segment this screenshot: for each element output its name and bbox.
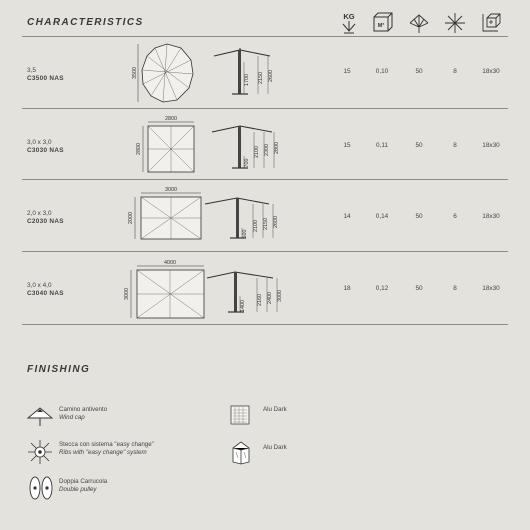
product-code: C2030 NAS	[27, 218, 64, 225]
value-volume: 0,14	[375, 213, 389, 220]
product-label	[27, 67, 64, 83]
side-dimension-label: 2600	[268, 70, 274, 82]
side-view-umbrella	[205, 266, 289, 323]
ribs-star-icon	[442, 9, 468, 37]
side-view-umbrella	[212, 44, 282, 103]
double-pulley-icon	[26, 474, 56, 507]
value-volume: 0,10	[375, 68, 389, 75]
finishing-item-translation: Wind cap	[59, 414, 85, 422]
side-dimension-label: 700	[244, 158, 250, 168]
row-divider	[22, 324, 508, 325]
side-dimension-label: 2100	[254, 146, 260, 158]
value-volume: 0,12	[375, 285, 389, 292]
product-code: C3030 NAS	[27, 147, 64, 154]
plan-view-rectangle	[124, 186, 206, 251]
value-weight: 15	[343, 68, 351, 75]
product-size: 2,0 x 3,0	[27, 210, 52, 217]
finishing-item	[59, 478, 107, 495]
value-packaging: 18x30	[482, 213, 500, 220]
plan-dimension-label: 4000	[164, 260, 176, 266]
side-dimension-label: 2160	[257, 294, 263, 306]
header-divider	[22, 36, 508, 37]
value-pole: 50	[415, 68, 423, 75]
side-dimension-label: 2800	[274, 142, 280, 154]
product-code: C3040 NAS	[27, 290, 64, 297]
side-dimension-label: 1400	[240, 300, 246, 312]
product-code: C3500 NAS	[27, 75, 64, 82]
value-ribs: 6	[453, 213, 457, 220]
characteristics-title: CHARACTERISTICS	[27, 17, 144, 28]
side-dimension-label: 2400	[267, 292, 273, 304]
product-size: 3,0 x 3,0	[27, 139, 52, 146]
plan-dimension-label: 3500	[132, 67, 138, 79]
plan-dimension-label: 2800	[165, 116, 177, 122]
plan-view-square	[132, 114, 208, 183]
side-dimension-label: 1700	[244, 74, 250, 86]
plan-dimension-label: 3000	[124, 288, 130, 300]
wind-cap-icon	[24, 402, 56, 433]
finishing-item-translation: Double pulley	[59, 486, 97, 494]
finishing-item-label: Stecca con sistema "easy change"	[59, 441, 154, 448]
finishing-item	[59, 406, 107, 423]
plan-view-rectangle	[120, 258, 208, 327]
value-ribs: 8	[453, 68, 457, 75]
product-label	[27, 282, 64, 298]
finish-color-label: Alu Dark	[263, 444, 287, 451]
row-divider	[22, 251, 508, 252]
value-pole: 50	[415, 142, 423, 149]
product-label	[27, 139, 64, 155]
row-divider	[22, 108, 508, 109]
plan-dimension-label: 3000	[165, 187, 177, 193]
value-ribs: 8	[453, 142, 457, 149]
side-dimension-label: 2300	[264, 144, 270, 156]
easy-change-ribs-icon	[24, 437, 56, 472]
product-size: 3,5	[27, 67, 36, 74]
plan-view-octagon	[132, 42, 209, 111]
weight-kg-label: KG	[343, 12, 355, 21]
value-weight: 18	[343, 285, 351, 292]
finishing-item-translation: Ribs with "easy change" system	[59, 449, 147, 457]
side-dimension-label: 2600	[273, 216, 279, 228]
side-dimension-label: 2150	[258, 72, 264, 84]
value-packaging: 18x30	[482, 285, 500, 292]
plan-dimension-label: 2800	[136, 143, 142, 155]
value-weight: 14	[343, 213, 351, 220]
weight-kg-icon	[336, 9, 362, 37]
canopy-ribs-icon	[406, 9, 432, 37]
side-dimension-label: 2100	[253, 220, 259, 232]
plan-dimension-label: 2000	[128, 212, 134, 224]
finishing-title: FINISHING	[27, 364, 91, 375]
packaging-box-icon	[478, 9, 504, 37]
value-pole: 50	[415, 213, 423, 220]
value-packaging: 18x30	[482, 142, 500, 149]
side-dimension-label: 500	[242, 229, 248, 239]
volume-m3-label: M³	[377, 23, 385, 29]
side-dimension-label: 3000	[277, 290, 283, 302]
finishing-item	[59, 441, 154, 458]
side-view-umbrella	[210, 118, 290, 179]
finishing-item-label: Doppia Carrucola	[59, 478, 108, 485]
side-view-umbrella	[203, 192, 283, 249]
value-volume: 0,11	[376, 142, 388, 149]
volume-m3-icon	[369, 9, 395, 37]
value-weight: 15	[343, 142, 351, 149]
product-label	[27, 210, 64, 226]
finish-color-label: Alu Dark	[263, 406, 287, 413]
value-packaging: 18x30	[482, 68, 500, 75]
fabric-swatch-icon	[229, 404, 251, 431]
value-pole: 50	[415, 285, 423, 292]
aluminium-profile-icon	[229, 438, 253, 471]
product-size: 3,0 x 4,0	[27, 282, 52, 289]
row-divider	[22, 179, 508, 180]
value-ribs: 8	[453, 285, 457, 292]
side-dimension-label: 2150	[263, 218, 269, 230]
finishing-item-label: Camino antivento	[59, 406, 108, 413]
